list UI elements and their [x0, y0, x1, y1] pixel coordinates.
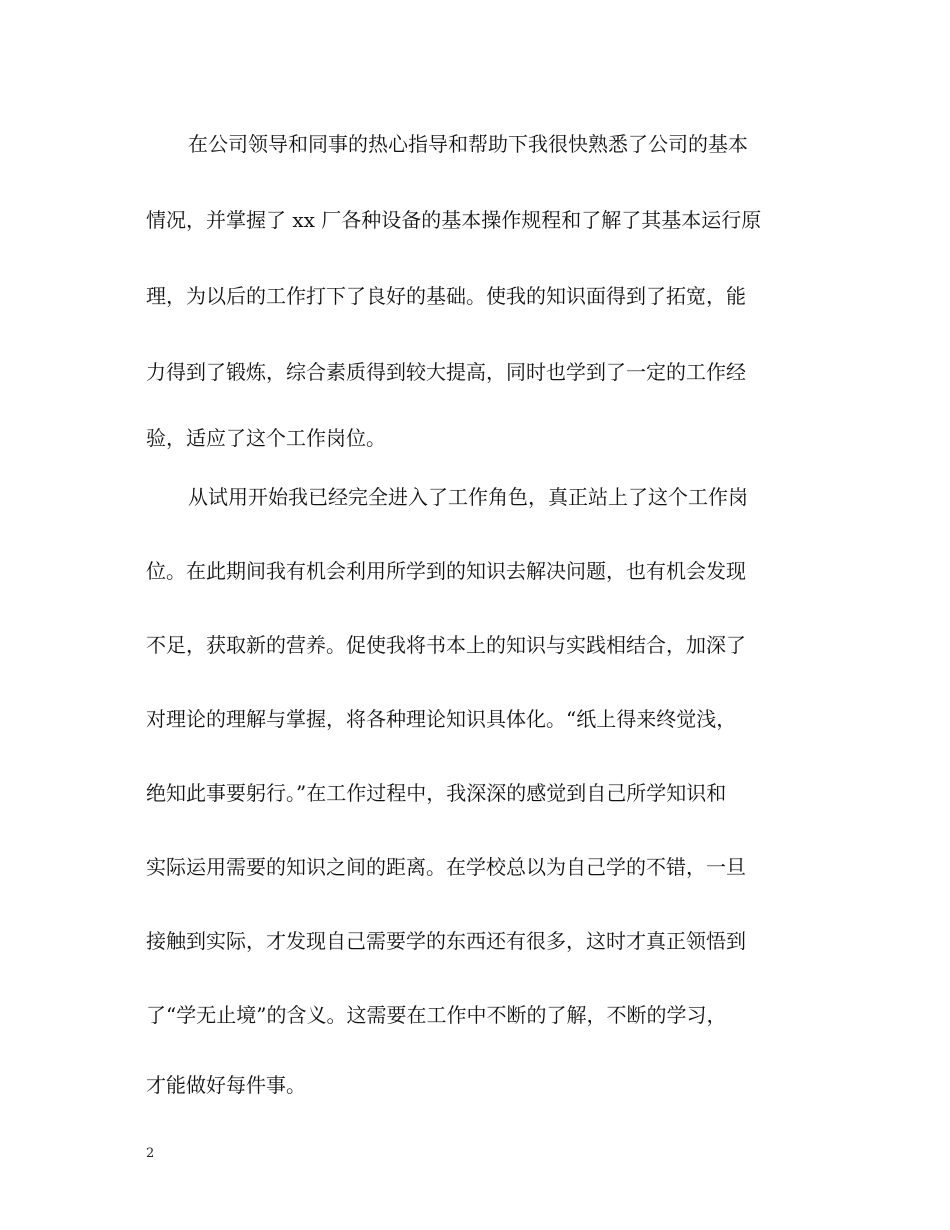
paragraph-line: 了“学无止境”的含义。这需要在工作中不断的了解，不断的学习， [146, 1003, 727, 1027]
page-number: 2 [146, 1146, 155, 1161]
paragraph-line: 在公司领导和同事的热心指导和帮助下我很快熟悉了公司的基本 [188, 132, 748, 156]
paragraph-line: 位。在此期间我有机会利用所学到的知识去解决问题，也有机会发现 [146, 559, 746, 583]
paragraph-line: 才能做好每件事。 [146, 1073, 306, 1097]
paragraph-line: 理，为以后的工作打下了良好的基础。使我的知识面得到了拓宽，能 [146, 284, 746, 308]
paragraph-line: 验，适应了这个工作岗位。 [146, 426, 386, 450]
paragraph-line: 从试用开始我已经完全进入了工作角色，真正站上了这个工作岗 [188, 485, 748, 509]
paragraph-line: 绝知此事要躬行。”在工作过程中，我深深的感觉到自己所学知识和 [146, 781, 727, 805]
paragraph-line: 不足，获取新的营养。促使我将书本上的知识与实践相结合，加深了 [146, 633, 746, 657]
paragraph-line: 力得到了锻炼，综合素质得到较大提高，同时也学到了一定的工作经 [146, 360, 746, 384]
paragraph-line: 对理论的理解与掌握，将各种理论知识具体化。“纸上得来终觉浅， [146, 707, 737, 731]
paragraph-line: 接触到实际，才发现自己需要学的东西还有很多，这时才真正领悟到 [146, 929, 746, 953]
paragraph-line: 情况，并掌握了 xx 厂各种设备的基本操作规程和了解了其基本运行原 [146, 208, 762, 232]
paragraph-line: 实际运用需要的知识之间的距离。在学校总以为自己学的不错，一旦 [146, 855, 746, 879]
